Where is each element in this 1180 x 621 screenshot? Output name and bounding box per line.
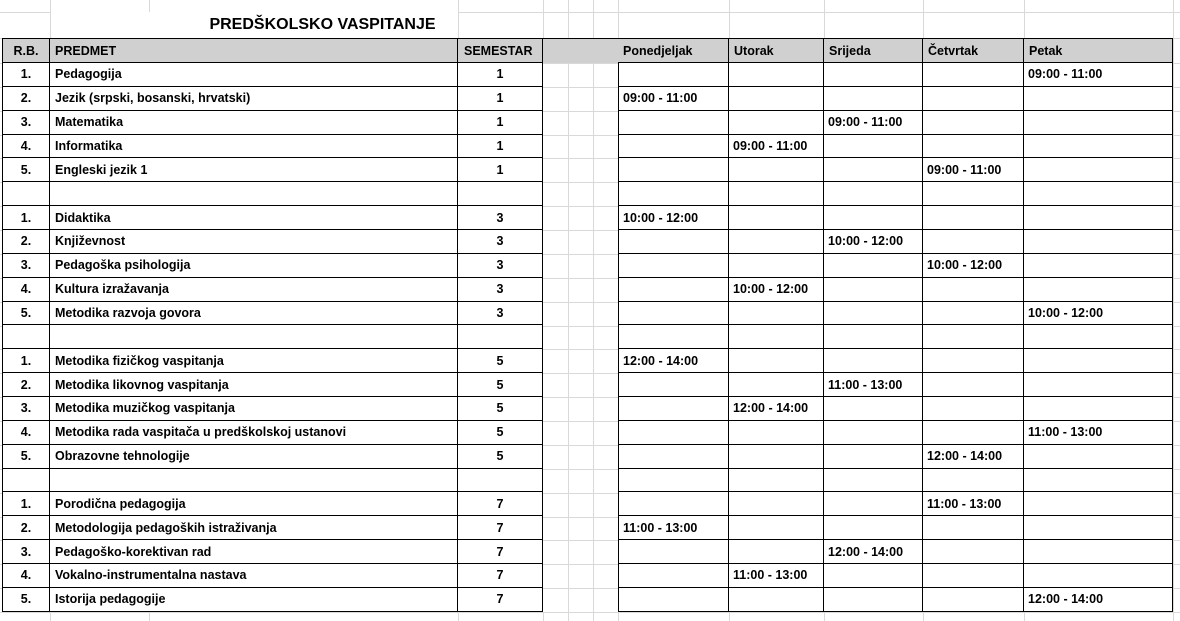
cell-empty[interactable] bbox=[618, 588, 729, 612]
cell-empty[interactable] bbox=[1024, 445, 1173, 469]
cell-empty[interactable] bbox=[824, 278, 923, 302]
cell-semestar[interactable]: 1 bbox=[458, 63, 543, 87]
cell-empty[interactable] bbox=[824, 63, 923, 87]
cell-empty[interactable] bbox=[729, 588, 824, 612]
cell-semestar[interactable]: 5 bbox=[458, 445, 543, 469]
spacer-cell[interactable] bbox=[543, 421, 618, 445]
column-header-day[interactable]: Četvrtak bbox=[923, 38, 1024, 63]
cell-semestar[interactable]: 7 bbox=[458, 516, 543, 540]
cell-empty[interactable] bbox=[923, 302, 1024, 326]
cell-rb[interactable]: 3. bbox=[2, 397, 50, 421]
cell-time[interactable]: 11:00 - 13:00 bbox=[1024, 421, 1173, 445]
cell-time[interactable]: 10:00 - 12:00 bbox=[618, 206, 729, 230]
cell-empty[interactable] bbox=[923, 397, 1024, 421]
cell-empty[interactable] bbox=[923, 230, 1024, 254]
spacer-cell[interactable] bbox=[543, 63, 618, 87]
cell-predmet[interactable]: Vokalno-instrumentalna nastava bbox=[50, 564, 458, 588]
column-header-day[interactable]: Srijeda bbox=[824, 38, 923, 63]
cell-time[interactable]: 09:00 - 11:00 bbox=[618, 87, 729, 111]
cell-blank[interactable] bbox=[1024, 325, 1173, 349]
cell-empty[interactable] bbox=[1024, 349, 1173, 373]
cell-empty[interactable] bbox=[923, 540, 1024, 564]
cell-predmet[interactable]: Obrazovne tehnologije bbox=[50, 445, 458, 469]
cell-predmet[interactable]: Metodika rada vaspitača u predškolskoj ustanovi bbox=[50, 421, 458, 445]
cell-empty[interactable] bbox=[923, 63, 1024, 87]
cell-empty[interactable] bbox=[618, 492, 729, 516]
gridline bbox=[1173, 0, 1174, 621]
cell-time[interactable]: 12:00 - 14:00 bbox=[923, 445, 1024, 469]
cell-empty[interactable] bbox=[729, 111, 824, 135]
cell-empty[interactable] bbox=[824, 87, 923, 111]
cell-rb[interactable]: 1. bbox=[2, 349, 50, 373]
cell-semestar[interactable]: 3 bbox=[458, 206, 543, 230]
gridline bbox=[618, 612, 619, 621]
cell-rb[interactable]: 4. bbox=[2, 135, 50, 159]
cell-rb[interactable]: 2. bbox=[2, 87, 50, 111]
cell-empty[interactable] bbox=[824, 564, 923, 588]
cell-empty[interactable] bbox=[923, 87, 1024, 111]
cell-empty[interactable] bbox=[729, 516, 824, 540]
cell-empty[interactable] bbox=[618, 302, 729, 326]
cell-rb[interactable]: 5. bbox=[2, 445, 50, 469]
cell-rb[interactable]: 1. bbox=[2, 206, 50, 230]
spacer-cell[interactable] bbox=[543, 540, 618, 564]
cell-empty[interactable] bbox=[824, 516, 923, 540]
column-header-day[interactable]: Petak bbox=[1024, 38, 1173, 63]
cell-time[interactable]: 12:00 - 14:00 bbox=[618, 349, 729, 373]
cell-semestar[interactable]: 3 bbox=[458, 254, 543, 278]
cell-empty[interactable] bbox=[824, 588, 923, 612]
cell-predmet[interactable]: Didaktika bbox=[50, 206, 458, 230]
spacer-cell[interactable] bbox=[543, 254, 618, 278]
cell-time[interactable]: 11:00 - 13:00 bbox=[923, 492, 1024, 516]
cell-blank[interactable] bbox=[458, 469, 543, 493]
cell-empty[interactable] bbox=[618, 254, 729, 278]
spacer-cell[interactable] bbox=[543, 397, 618, 421]
cell-semestar[interactable]: 5 bbox=[458, 373, 543, 397]
cell-predmet[interactable]: Informatika bbox=[50, 135, 458, 159]
cell-empty[interactable] bbox=[618, 158, 729, 182]
cell-blank[interactable] bbox=[1024, 182, 1173, 206]
cell-semestar[interactable]: 1 bbox=[458, 158, 543, 182]
cell-empty[interactable] bbox=[729, 230, 824, 254]
cell-predmet[interactable]: Pedagogija bbox=[50, 63, 458, 87]
spacer-cell[interactable] bbox=[543, 373, 618, 397]
cell-empty[interactable] bbox=[729, 206, 824, 230]
cell-empty[interactable] bbox=[729, 373, 824, 397]
cell-semestar[interactable]: 7 bbox=[458, 540, 543, 564]
cell-time[interactable]: 11:00 - 13:00 bbox=[729, 564, 824, 588]
cell-empty[interactable] bbox=[923, 349, 1024, 373]
gridline bbox=[543, 0, 544, 38]
cell-empty[interactable] bbox=[618, 397, 729, 421]
cell-empty[interactable] bbox=[618, 230, 729, 254]
cell-predmet[interactable]: Pedagoška psihologija bbox=[50, 254, 458, 278]
schedule-table bbox=[2, 38, 1173, 612]
cell-semestar[interactable]: 1 bbox=[458, 135, 543, 159]
cell-semestar[interactable]: 5 bbox=[458, 397, 543, 421]
cell-empty[interactable] bbox=[824, 492, 923, 516]
cell-predmet[interactable]: Metodologija pedagoških istraživanja bbox=[50, 516, 458, 540]
cell-time[interactable]: 10:00 - 12:00 bbox=[923, 254, 1024, 278]
cell-empty[interactable] bbox=[824, 397, 923, 421]
cell-rb[interactable]: 4. bbox=[2, 564, 50, 588]
cell-blank[interactable] bbox=[2, 325, 50, 349]
cell-rb[interactable]: 1. bbox=[2, 63, 50, 87]
title-cell[interactable]: PREDŠKOLSKO VASPITANJE bbox=[51, 12, 458, 38]
cell-rb[interactable]: 1. bbox=[2, 492, 50, 516]
header-spacer-cell[interactable] bbox=[543, 38, 618, 63]
cell-blank[interactable] bbox=[729, 182, 824, 206]
cell-empty[interactable] bbox=[824, 135, 923, 159]
gridline bbox=[0, 612, 1180, 613]
cell-empty[interactable] bbox=[923, 588, 1024, 612]
cell-empty[interactable] bbox=[1024, 206, 1173, 230]
cell-empty[interactable] bbox=[618, 63, 729, 87]
cell-empty[interactable] bbox=[923, 564, 1024, 588]
cell-time[interactable]: 10:00 - 12:00 bbox=[824, 230, 923, 254]
cell-blank[interactable] bbox=[729, 469, 824, 493]
cell-empty[interactable] bbox=[729, 421, 824, 445]
cell-empty[interactable] bbox=[729, 158, 824, 182]
spacer-cell[interactable] bbox=[543, 349, 618, 373]
cell-empty[interactable] bbox=[1024, 492, 1173, 516]
cell-empty[interactable] bbox=[729, 63, 824, 87]
cell-empty[interactable] bbox=[618, 278, 729, 302]
spacer-cell[interactable] bbox=[543, 325, 618, 349]
spacer-cell[interactable] bbox=[543, 492, 618, 516]
cell-predmet[interactable]: Metodika razvoja govora bbox=[50, 302, 458, 326]
cell-predmet[interactable]: Jezik (srpski, bosanski, hrvatski) bbox=[50, 87, 458, 111]
cell-blank[interactable] bbox=[824, 182, 923, 206]
cell-empty[interactable] bbox=[1024, 135, 1173, 159]
cell-empty[interactable] bbox=[1024, 230, 1173, 254]
cell-rb[interactable]: 3. bbox=[2, 540, 50, 564]
cell-empty[interactable] bbox=[1024, 158, 1173, 182]
spacer-cell[interactable] bbox=[543, 158, 618, 182]
cell-empty[interactable] bbox=[729, 254, 824, 278]
cell-empty[interactable] bbox=[1024, 254, 1173, 278]
cell-rb[interactable]: 4. bbox=[2, 421, 50, 445]
cell-time[interactable]: 11:00 - 13:00 bbox=[618, 516, 729, 540]
cell-rb[interactable]: 3. bbox=[2, 254, 50, 278]
cell-semestar[interactable]: 7 bbox=[458, 588, 543, 612]
spacer-cell[interactable] bbox=[543, 278, 618, 302]
cell-blank[interactable] bbox=[618, 325, 729, 349]
cell-empty[interactable] bbox=[618, 564, 729, 588]
cell-semestar[interactable]: 1 bbox=[458, 87, 543, 111]
cell-empty[interactable] bbox=[824, 445, 923, 469]
cell-predmet[interactable]: Metodika likovnog vaspitanja bbox=[50, 373, 458, 397]
cell-blank[interactable] bbox=[923, 469, 1024, 493]
spacer-cell[interactable] bbox=[543, 445, 618, 469]
cell-blank[interactable] bbox=[618, 469, 729, 493]
cell-empty[interactable] bbox=[923, 111, 1024, 135]
cell-rb[interactable]: 2. bbox=[2, 373, 50, 397]
cell-semestar[interactable]: 7 bbox=[458, 564, 543, 588]
spacer-cell[interactable] bbox=[543, 469, 618, 493]
cell-semestar[interactable]: 3 bbox=[458, 278, 543, 302]
cell-time[interactable]: 12:00 - 14:00 bbox=[1024, 588, 1173, 612]
cell-empty[interactable] bbox=[923, 421, 1024, 445]
cell-blank[interactable] bbox=[1024, 469, 1173, 493]
cell-semestar[interactable]: 3 bbox=[458, 230, 543, 254]
cell-empty[interactable] bbox=[729, 445, 824, 469]
spacer-cell[interactable] bbox=[543, 111, 618, 135]
cell-empty[interactable] bbox=[1024, 397, 1173, 421]
spacer-cell[interactable] bbox=[543, 206, 618, 230]
column-header-predmet[interactable]: PREDMET bbox=[50, 38, 458, 63]
cell-predmet[interactable]: Metodika fizičkog vaspitanja bbox=[50, 349, 458, 373]
cell-time[interactable]: 09:00 - 11:00 bbox=[729, 135, 824, 159]
cell-semestar[interactable]: 5 bbox=[458, 421, 543, 445]
cell-empty[interactable] bbox=[618, 111, 729, 135]
cell-semestar[interactable]: 1 bbox=[458, 111, 543, 135]
cell-empty[interactable] bbox=[824, 206, 923, 230]
cell-empty[interactable] bbox=[618, 373, 729, 397]
cell-time[interactable]: 12:00 - 14:00 bbox=[729, 397, 824, 421]
cell-empty[interactable] bbox=[923, 135, 1024, 159]
cell-predmet[interactable]: Matematika bbox=[50, 111, 458, 135]
cell-blank[interactable] bbox=[923, 182, 1024, 206]
cell-time[interactable]: 10:00 - 12:00 bbox=[729, 278, 824, 302]
cell-semestar[interactable]: 7 bbox=[458, 492, 543, 516]
spacer-cell[interactable] bbox=[543, 588, 618, 612]
spacer-cell[interactable] bbox=[543, 87, 618, 111]
cell-time[interactable]: 09:00 - 11:00 bbox=[824, 111, 923, 135]
cell-rb[interactable]: 4. bbox=[2, 278, 50, 302]
cell-empty[interactable] bbox=[1024, 111, 1173, 135]
cell-blank[interactable] bbox=[50, 325, 458, 349]
cell-rb[interactable]: 5. bbox=[2, 588, 50, 612]
cell-empty[interactable] bbox=[824, 254, 923, 278]
gridline bbox=[543, 612, 544, 621]
column-header-semestar[interactable]: SEMESTAR bbox=[458, 38, 543, 63]
cell-empty[interactable] bbox=[618, 540, 729, 564]
cell-rb[interactable]: 2. bbox=[2, 516, 50, 540]
cell-blank[interactable] bbox=[824, 325, 923, 349]
cell-empty[interactable] bbox=[923, 373, 1024, 397]
cell-empty[interactable] bbox=[729, 87, 824, 111]
cell-empty[interactable] bbox=[1024, 278, 1173, 302]
spacer-cell[interactable] bbox=[543, 564, 618, 588]
cell-time[interactable]: 09:00 - 11:00 bbox=[1024, 63, 1173, 87]
cell-time[interactable]: 11:00 - 13:00 bbox=[824, 373, 923, 397]
cell-empty[interactable] bbox=[923, 206, 1024, 230]
cell-predmet[interactable]: Engleski jezik 1 bbox=[50, 158, 458, 182]
cell-blank[interactable] bbox=[2, 182, 50, 206]
cell-blank[interactable] bbox=[923, 325, 1024, 349]
cell-empty[interactable] bbox=[729, 349, 824, 373]
column-header-rb[interactable]: R.B. bbox=[2, 38, 50, 63]
cell-predmet[interactable]: Književnost bbox=[50, 230, 458, 254]
spacer-cell[interactable] bbox=[543, 302, 618, 326]
cell-time[interactable]: 10:00 - 12:00 bbox=[1024, 302, 1173, 326]
spacer-cell[interactable] bbox=[543, 182, 618, 206]
gridline bbox=[618, 0, 619, 38]
cell-empty[interactable] bbox=[729, 492, 824, 516]
column-header-day[interactable]: Utorak bbox=[729, 38, 824, 63]
cell-predmet[interactable]: Istorija pedagogije bbox=[50, 588, 458, 612]
cell-empty[interactable] bbox=[1024, 540, 1173, 564]
cell-empty[interactable] bbox=[1024, 373, 1173, 397]
cell-semestar[interactable]: 3 bbox=[458, 302, 543, 326]
cell-empty[interactable] bbox=[1024, 516, 1173, 540]
cell-blank[interactable] bbox=[458, 182, 543, 206]
cell-empty[interactable] bbox=[923, 278, 1024, 302]
cell-rb[interactable]: 3. bbox=[2, 111, 50, 135]
cell-empty[interactable] bbox=[923, 516, 1024, 540]
cell-empty[interactable] bbox=[729, 302, 824, 326]
cell-blank[interactable] bbox=[729, 325, 824, 349]
cell-blank[interactable] bbox=[50, 182, 458, 206]
cell-time[interactable]: 12:00 - 14:00 bbox=[824, 540, 923, 564]
cell-predmet[interactable]: Pedagoško-korektivan rad bbox=[50, 540, 458, 564]
cell-blank[interactable] bbox=[618, 182, 729, 206]
spacer-cell[interactable] bbox=[543, 135, 618, 159]
cell-empty[interactable] bbox=[618, 445, 729, 469]
cell-empty[interactable] bbox=[1024, 87, 1173, 111]
cell-rb[interactable]: 5. bbox=[2, 158, 50, 182]
cell-empty[interactable] bbox=[824, 349, 923, 373]
cell-empty[interactable] bbox=[618, 421, 729, 445]
cell-blank[interactable] bbox=[2, 469, 50, 493]
cell-predmet[interactable]: Metodika muzičkog vaspitanja bbox=[50, 397, 458, 421]
spacer-cell[interactable] bbox=[543, 516, 618, 540]
cell-rb[interactable]: 2. bbox=[2, 230, 50, 254]
cell-empty[interactable] bbox=[618, 135, 729, 159]
cell-empty[interactable] bbox=[824, 158, 923, 182]
cell-predmet[interactable]: Kultura izražavanja bbox=[50, 278, 458, 302]
cell-empty[interactable] bbox=[824, 421, 923, 445]
cell-time[interactable]: 09:00 - 11:00 bbox=[923, 158, 1024, 182]
cell-blank[interactable] bbox=[458, 325, 543, 349]
cell-blank[interactable] bbox=[824, 469, 923, 493]
cell-rb[interactable]: 5. bbox=[2, 302, 50, 326]
cell-semestar[interactable]: 5 bbox=[458, 349, 543, 373]
cell-empty[interactable] bbox=[824, 302, 923, 326]
cell-predmet[interactable]: Porodična pedagogija bbox=[50, 492, 458, 516]
cell-blank[interactable] bbox=[50, 469, 458, 493]
cell-empty[interactable] bbox=[729, 540, 824, 564]
cell-empty[interactable] bbox=[1024, 564, 1173, 588]
column-header-day[interactable]: Ponedjeljak bbox=[618, 38, 729, 63]
spacer-cell[interactable] bbox=[543, 230, 618, 254]
